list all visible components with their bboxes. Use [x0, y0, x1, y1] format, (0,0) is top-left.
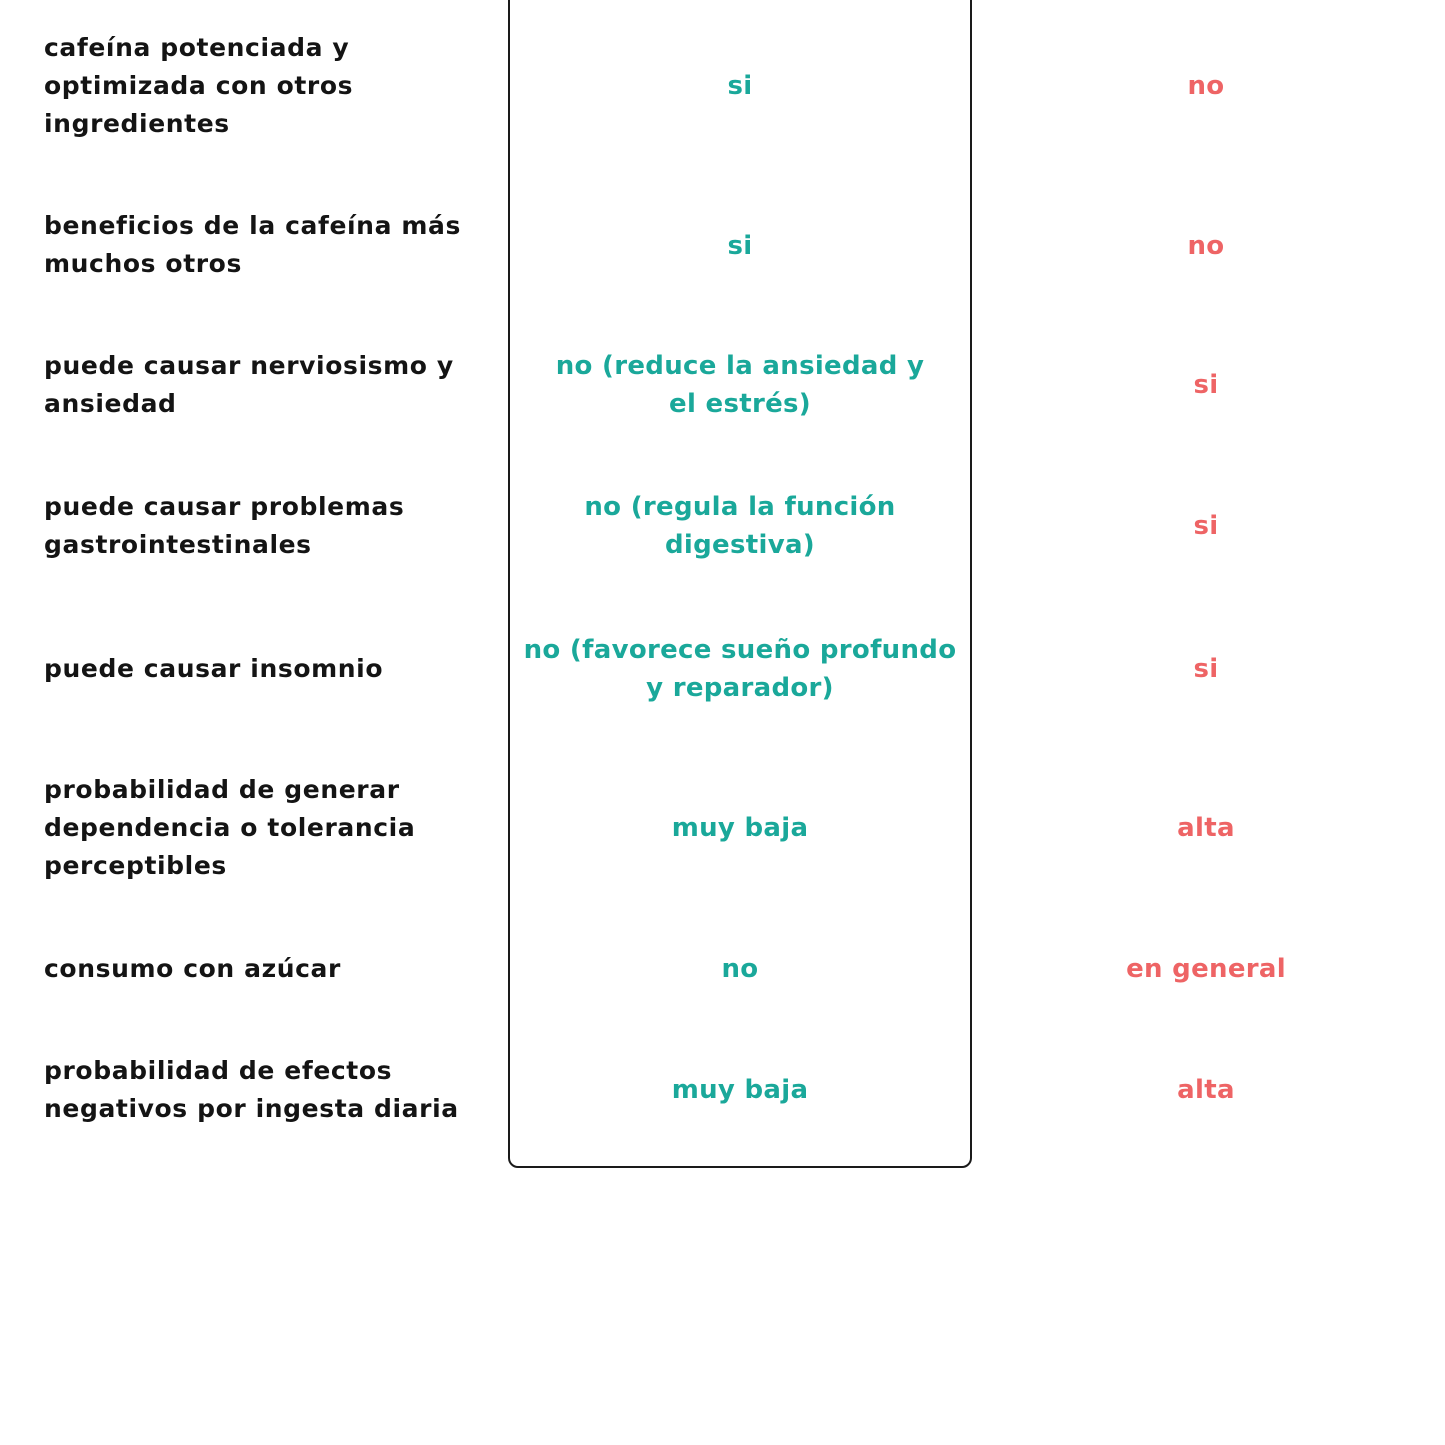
competitor-value: en general	[1126, 954, 1286, 984]
row-label: probabilidad de generar dependencia o tolerancia perceptibles	[44, 775, 416, 880]
competitor-value: alta	[1177, 1075, 1235, 1105]
competitor-value: no	[1187, 231, 1225, 261]
competitor-value: si	[1193, 370, 1219, 400]
our-product-value: no (favorece sueño profundo y reparador)	[523, 635, 957, 703]
row-label: puede causar problemas gastrointestinales	[44, 492, 405, 559]
row-label: puede causar nerviosismo y ansiedad	[44, 351, 454, 418]
competitor-value: si	[1193, 654, 1219, 684]
our-product-value: muy baja	[671, 813, 809, 843]
competitor-value: no	[1187, 71, 1225, 101]
row-label: consumo con azúcar	[44, 954, 341, 983]
our-product-value: si	[727, 71, 753, 101]
our-product-value: no	[721, 954, 759, 984]
row-label: puede causar insomnio	[44, 654, 384, 683]
our-product-value: muy baja	[671, 1075, 809, 1105]
our-product-value: no (reduce la ansiedad y el estrés)	[555, 351, 925, 419]
row-label: beneficios de la cafeína más muchos otros	[44, 211, 461, 278]
competitor-value: alta	[1177, 813, 1235, 843]
row-label: probabilidad de efectos negativos por ingesta diaria	[44, 1056, 459, 1123]
highlighted-column-frame	[508, 0, 972, 1168]
row-label: cafeína potenciada y optimizada con otros ingredientes	[44, 33, 354, 138]
our-product-value: si	[727, 231, 753, 261]
competitor-value: si	[1193, 511, 1219, 541]
our-product-value: no (regula la función digestiva)	[584, 492, 896, 560]
